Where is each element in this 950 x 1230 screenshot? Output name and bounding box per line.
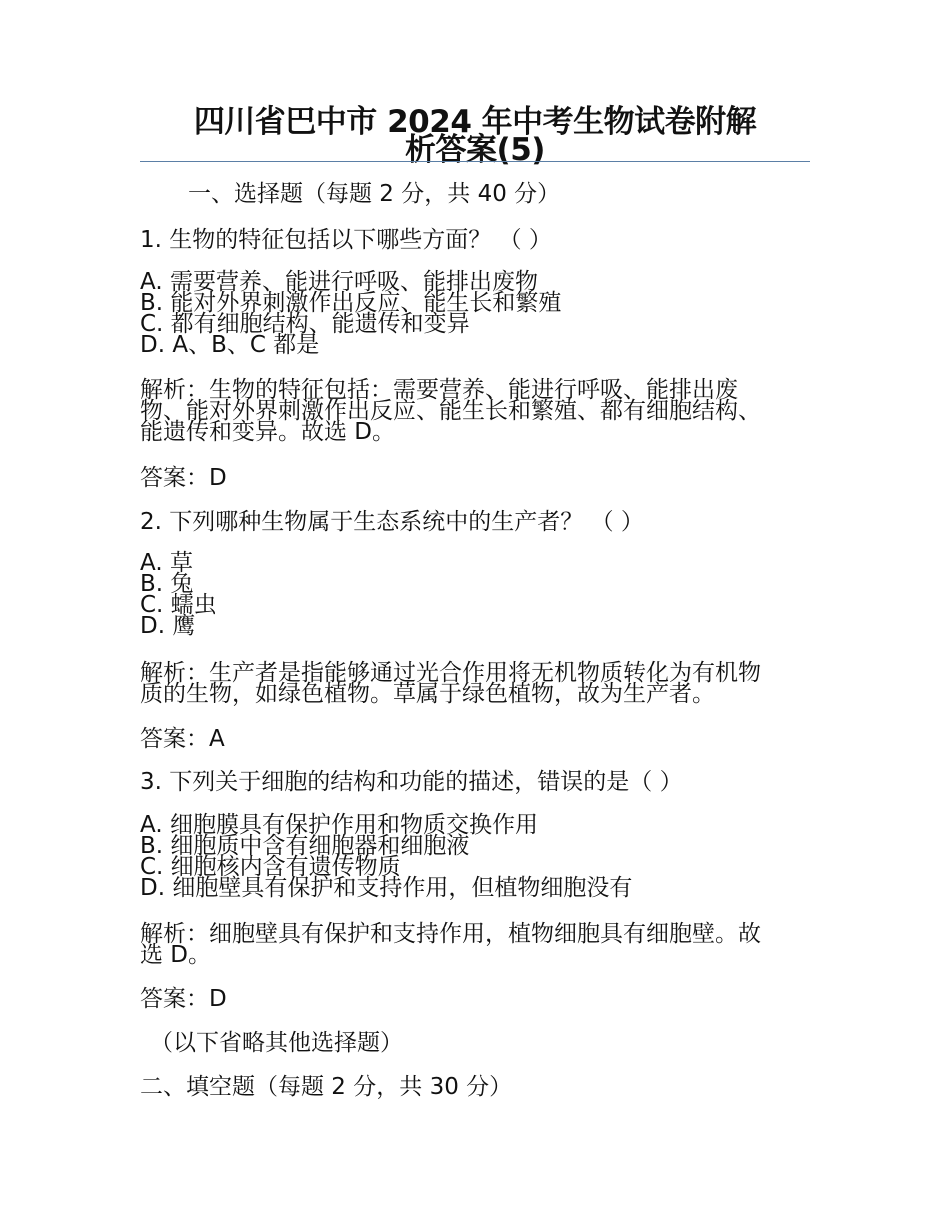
option-b: B. 兔 xyxy=(140,571,194,597)
question-1-options xyxy=(140,269,820,358)
option-d: D. 细胞壁具有保护和支持作用，但植物细胞没有 xyxy=(140,875,633,901)
title-underline xyxy=(140,161,810,162)
document-title xyxy=(140,104,810,168)
question-3-explanation xyxy=(140,921,820,968)
question-2-answer: 答案：A xyxy=(140,726,225,752)
explanation-line: 质的生物，如绿色植物。草属于绿色植物，故为生产者。 xyxy=(140,681,715,707)
option-b: B. 能对外界刺激作出反应、能生长和繁殖 xyxy=(140,290,562,316)
explanation-line: 物、能对外界刺激作出反应、能生长和繁殖、都有细胞结构、 xyxy=(140,398,761,424)
question-2-explanation xyxy=(140,660,820,707)
explanation-line: 解析：细胞壁具有保护和支持作用，植物细胞具有细胞壁。故 xyxy=(140,921,761,947)
option-a: A. 细胞膜具有保护作用和物质交换作用 xyxy=(140,812,538,838)
option-b: B. 细胞质中含有细胞器和细胞液 xyxy=(140,833,470,859)
option-c: C. 细胞核内含有遗传物质 xyxy=(140,854,401,880)
section-heading-choice: 一、选择题（每题 2 分，共 40 分） xyxy=(188,181,561,207)
title-line-1: 四川省巴中市 2024 年中考生物试卷附解 xyxy=(193,104,757,140)
section-heading-fill-in: 二、填空题（每题 2 分，共 30 分） xyxy=(140,1074,513,1100)
option-c: C. 蠕虫 xyxy=(140,592,217,618)
option-d: D. A、B、C 都是 xyxy=(140,332,320,358)
question-3-options xyxy=(140,812,820,901)
question-1-explanation xyxy=(140,377,820,445)
question-3-stem: 3. 下列关于细胞的结构和功能的描述，错误的是（ ） xyxy=(140,769,683,795)
option-d: D. 鹰 xyxy=(140,613,196,639)
title-line-2: 析答案(5) xyxy=(405,132,545,168)
question-2-stem: 2. 下列哪种生物属于生态系统中的生产者？ （ ） xyxy=(140,509,644,535)
question-1-answer: 答案：D xyxy=(140,465,227,491)
question-2-options xyxy=(140,550,820,639)
omitted-note: （以下省略其他选择题） xyxy=(150,1030,403,1056)
option-a: A. 需要营养、能进行呼吸、能排出废物 xyxy=(140,269,538,295)
explanation-line: 选 D。 xyxy=(140,942,212,968)
explanation-line: 解析：生产者是指能够通过光合作用将无机物质转化为有机物 xyxy=(140,660,761,686)
question-3-answer: 答案：D xyxy=(140,986,227,1012)
option-a: A. 草 xyxy=(140,550,193,576)
question-1-stem: 1. 生物的特征包括以下哪些方面？ （ ） xyxy=(140,227,552,253)
option-c: C. 都有细胞结构、能遗传和变异 xyxy=(140,311,470,337)
explanation-line: 能遗传和变异。故选 D。 xyxy=(140,419,396,445)
explanation-line: 解析：生物的特征包括：需要营养、能进行呼吸、能排出废 xyxy=(140,377,738,403)
